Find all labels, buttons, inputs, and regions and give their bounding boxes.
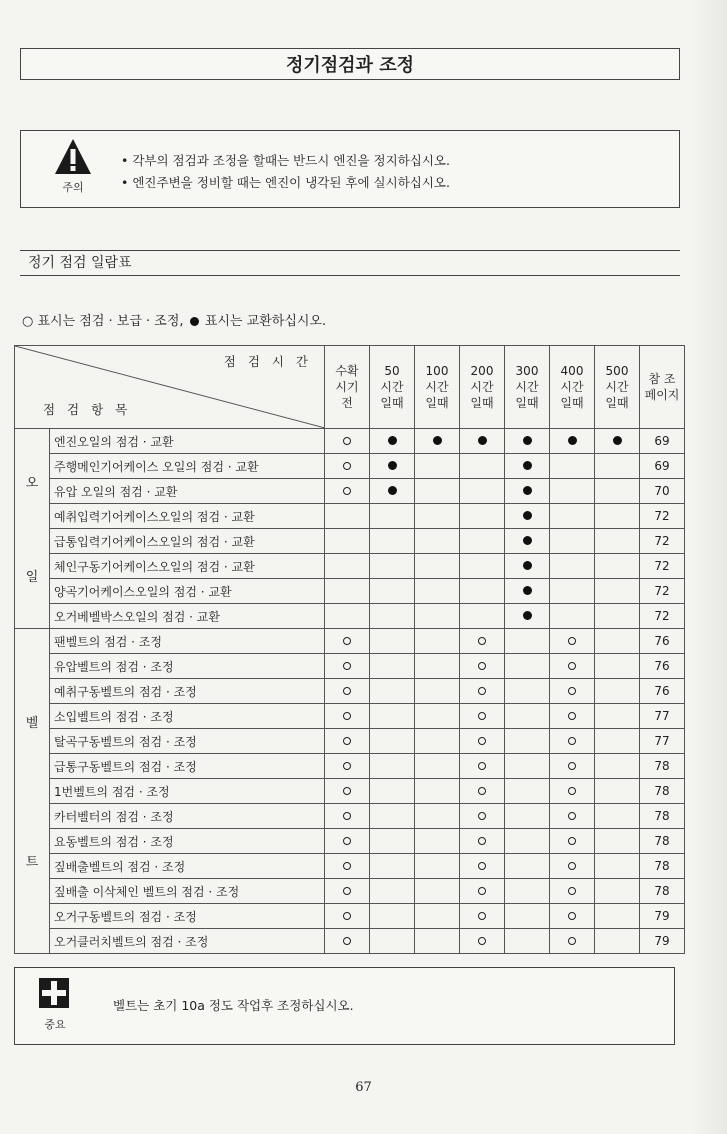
schedule-cell [505,454,550,479]
table-row [15,879,685,904]
schedule-cell [550,479,595,504]
table-row [15,454,685,479]
schedule-cell [325,504,370,529]
schedule-cell [370,754,415,779]
column-header: 수확 시기 전 [325,346,370,429]
schedule-cell [460,529,505,554]
inspection-item: 팬벨트의 점검 · 조정 [50,629,325,654]
filled-circle-icon [523,561,532,570]
schedule-cell [550,779,595,804]
open-circle-icon [343,662,351,670]
schedule-cell [550,454,595,479]
schedule-cell [415,754,460,779]
schedule-cell [370,454,415,479]
schedule-cell [460,629,505,654]
schedule-cell [325,479,370,504]
schedule-cell [370,829,415,854]
schedule-cell [550,854,595,879]
open-circle-icon [568,637,576,645]
reference-page: 76 [640,679,685,704]
column-header: 400 시간 일때 [550,346,595,429]
open-circle-icon [343,762,351,770]
schedule-cell [595,579,640,604]
schedule-cell [325,629,370,654]
filled-circle-icon [568,436,577,445]
open-circle-icon [478,812,486,820]
table-row [15,604,685,629]
open-circle-icon [478,687,486,695]
schedule-cell [595,929,640,954]
schedule-cell [595,479,640,504]
schedule-cell [505,779,550,804]
inspection-item: 오거베벨박스오일의 점검 · 교환 [50,604,325,629]
column-header: 100 시간 일때 [415,346,460,429]
schedule-cell [460,704,505,729]
schedule-cell [595,504,640,529]
schedule-cell [595,679,640,704]
schedule-cell [505,804,550,829]
reference-page: 78 [640,854,685,879]
schedule-cell [460,454,505,479]
table-body [15,429,685,954]
inspection-item: 카터벨터의 점검 · 조정 [50,804,325,829]
inspection-item: 급통구동벨트의 점검 · 조정 [50,754,325,779]
schedule-cell [505,904,550,929]
open-circle-icon [343,812,351,820]
schedule-cell [505,554,550,579]
open-circle-icon [568,712,576,720]
inspection-item: 예취입력기어케이스오일의 점검 · 교환 [50,504,325,529]
schedule-cell [505,579,550,604]
schedule-cell [415,729,460,754]
reference-page: 72 [640,529,685,554]
schedule-cell [415,804,460,829]
schedule-cell [415,479,460,504]
schedule-cell [370,654,415,679]
column-header: 50 시간 일때 [370,346,415,429]
schedule-cell [370,779,415,804]
open-circle-icon [343,837,351,845]
open-circle-icon [478,837,486,845]
column-header: 200 시간 일때 [460,346,505,429]
inspection-item: 1번벨트의 점검 · 조정 [50,779,325,804]
schedule-cell [370,554,415,579]
open-circle-icon [343,437,351,445]
table-row [15,554,685,579]
schedule-cell [415,704,460,729]
schedule-cell [460,579,505,604]
schedule-cell [415,679,460,704]
group-label: 벨 트 [15,629,50,954]
open-circle-icon [343,687,351,695]
schedule-cell [370,804,415,829]
open-circle-icon [343,637,351,645]
schedule-cell [415,829,460,854]
open-circle-icon [478,787,486,795]
schedule-cell [325,554,370,579]
reference-page: 76 [640,654,685,679]
reference-page: 77 [640,704,685,729]
schedule-cell [370,579,415,604]
schedule-cell [595,829,640,854]
schedule-cell [550,704,595,729]
schedule-cell [595,629,640,654]
schedule-cell [325,579,370,604]
column-header: 300 시간 일때 [505,346,550,429]
open-circle-icon [478,912,486,920]
open-circle-icon [343,712,351,720]
schedule-cell [415,629,460,654]
schedule-cell [550,754,595,779]
filled-circle-icon [190,317,199,326]
schedule-cell [505,829,550,854]
schedule-cell [415,904,460,929]
schedule-cell [505,429,550,454]
caution-box [20,130,680,208]
table-row [15,529,685,554]
schedule-cell [325,679,370,704]
schedule-cell [415,854,460,879]
schedule-cell [505,679,550,704]
inspection-item: 요동벨트의 점검 · 조정 [50,829,325,854]
schedule-cell [325,729,370,754]
schedule-cell [370,429,415,454]
inspection-item: 오거구동벨트의 점검 · 조정 [50,904,325,929]
schedule-cell [550,879,595,904]
filled-circle-icon [523,536,532,545]
schedule-cell [505,654,550,679]
inspection-item: 짚배출벨트의 점검 · 조정 [50,854,325,879]
filled-circle-icon [613,436,622,445]
table-row [15,429,685,454]
schedule-cell [325,654,370,679]
open-circle-icon [343,862,351,870]
open-circle-icon [343,737,351,745]
open-circle-icon [478,937,486,945]
header-item: 점 검 항 목 [43,402,132,417]
inspection-item: 체인구동기어케이스오일의 점검 · 교환 [50,554,325,579]
schedule-cell [550,929,595,954]
open-circle-icon [478,887,486,895]
open-circle-icon [568,937,576,945]
inspection-item: 급통입력기어케이스오일의 점검 · 교환 [50,529,325,554]
reference-page: 78 [640,804,685,829]
table-row [15,679,685,704]
open-circle-icon [568,837,576,845]
schedule-cell [505,704,550,729]
schedule-cell [325,454,370,479]
open-circle-icon [568,887,576,895]
page-title: 정기점검과 조정 [20,48,680,80]
open-circle-icon [478,637,486,645]
schedule-cell [460,854,505,879]
filled-circle-icon [388,486,397,495]
schedule-cell [550,579,595,604]
page-edge-shadow [690,0,727,1134]
schedule-cell [370,929,415,954]
table-row [15,729,685,754]
filled-circle-icon [523,436,532,445]
table-row [15,854,685,879]
schedule-cell [325,529,370,554]
schedule-cell [415,554,460,579]
schedule-cell [370,629,415,654]
schedule-cell [505,929,550,954]
table-row [15,754,685,779]
schedule-cell [595,604,640,629]
schedule-cell [415,879,460,904]
schedule-cell [370,604,415,629]
filled-circle-icon [523,486,532,495]
schedule-cell [550,654,595,679]
schedule-cell [415,779,460,804]
schedule-cell [325,854,370,879]
schedule-cell [505,529,550,554]
reference-page: 78 [640,779,685,804]
reference-page: 69 [640,429,685,454]
schedule-cell [550,679,595,704]
schedule-cell [460,504,505,529]
caution-label: 주의 [62,181,84,194]
schedule-cell [460,929,505,954]
open-circle-icon [343,937,351,945]
table-row [15,654,685,679]
schedule-cell [325,904,370,929]
schedule-cell [595,454,640,479]
schedule-cell [415,454,460,479]
reference-page: 72 [640,604,685,629]
schedule-cell [415,429,460,454]
schedule-cell [370,729,415,754]
reference-page: 78 [640,829,685,854]
table-row [15,804,685,829]
schedule-cell [325,604,370,629]
schedule-cell [595,429,640,454]
schedule-cell [505,629,550,654]
schedule-cell [370,504,415,529]
schedule-cell [325,429,370,454]
schedule-cell [595,879,640,904]
reference-page: 77 [640,729,685,754]
filled-circle-icon [388,461,397,470]
schedule-cell [505,854,550,879]
schedule-cell [415,654,460,679]
reference-page: 79 [640,929,685,954]
schedule-cell [595,654,640,679]
schedule-cell [595,904,640,929]
schedule-cell [415,929,460,954]
section-title: 정기 점검 일람표 [20,250,680,276]
table-row [15,479,685,504]
schedule-cell [460,654,505,679]
open-circle-icon [478,712,486,720]
header-time: 점 검 시 간 [223,354,312,369]
legend [22,310,326,329]
schedule-cell [370,904,415,929]
inspection-item: 유압벨트의 점검 · 조정 [50,654,325,679]
schedule-cell [550,504,595,529]
schedule-cell [325,804,370,829]
schedule-cell [325,754,370,779]
inspection-table [14,345,685,954]
open-circle-icon [568,787,576,795]
reference-page: 79 [640,904,685,929]
open-circle-icon [343,462,351,470]
schedule-cell [460,804,505,829]
table-row [15,829,685,854]
filled-circle-icon [523,511,532,520]
warning-triangle-icon [53,137,93,177]
caution-line-2: • 엔진주변을 정비할 때는 엔진이 냉각된 후에 실시하십시오. [121,175,450,190]
open-circle-icon [343,887,351,895]
schedule-cell [415,529,460,554]
open-circle-icon [568,687,576,695]
filled-circle-icon [523,461,532,470]
filled-circle-icon [523,611,532,620]
schedule-cell [505,604,550,629]
important-cross-icon [39,978,69,1008]
schedule-cell [370,479,415,504]
table-row [15,779,685,804]
open-circle-icon [568,737,576,745]
schedule-cell [460,729,505,754]
inspection-item: 예취구동벨트의 점검 · 조정 [50,679,325,704]
inspection-item: 유압 오일의 점검 · 교환 [50,479,325,504]
reference-page: 76 [640,629,685,654]
schedule-cell [325,704,370,729]
schedule-cell [595,529,640,554]
table-row [15,904,685,929]
schedule-cell [550,904,595,929]
reference-page: 72 [640,554,685,579]
column-header: 500 시간 일때 [595,346,640,429]
schedule-cell [370,854,415,879]
reference-page: 78 [640,754,685,779]
table-row [15,704,685,729]
open-circle-icon [568,862,576,870]
group-label: 오 일 [15,429,50,629]
schedule-cell [460,429,505,454]
table-row [15,579,685,604]
schedule-cell [415,504,460,529]
column-header: 참 조 페이지 [640,346,685,429]
schedule-cell [595,804,640,829]
schedule-cell [460,904,505,929]
reference-page: 72 [640,504,685,529]
table-corner-header [15,346,325,429]
page-number: 67 [355,1080,372,1095]
reference-page: 78 [640,879,685,904]
open-circle-icon [343,912,351,920]
inspection-item: 양곡기어케이스오일의 점검 · 교환 [50,579,325,604]
important-label: 중요 [44,1018,66,1031]
schedule-cell [550,529,595,554]
schedule-cell [550,629,595,654]
schedule-cell [460,779,505,804]
schedule-cell [460,829,505,854]
inspection-item: 탈곡구동벨트의 점검 · 조정 [50,729,325,754]
schedule-cell [550,554,595,579]
schedule-cell [595,754,640,779]
schedule-cell [595,554,640,579]
open-circle-icon [478,737,486,745]
schedule-cell [595,704,640,729]
schedule-cell [325,929,370,954]
schedule-cell [460,754,505,779]
schedule-cell [550,829,595,854]
filled-circle-icon [433,436,442,445]
filled-circle-icon [478,436,487,445]
schedule-cell [550,729,595,754]
schedule-cell [505,729,550,754]
schedule-cell [505,879,550,904]
schedule-cell [595,854,640,879]
inspection-item: 짚배출 이삭체인 벨트의 점검 · 조정 [50,879,325,904]
schedule-cell [505,504,550,529]
open-circle-icon [343,787,351,795]
schedule-cell [415,579,460,604]
schedule-cell [460,604,505,629]
schedule-cell [460,879,505,904]
open-circle-icon [343,487,351,495]
schedule-cell [595,729,640,754]
inspection-item: 소입벨트의 점검 · 조정 [50,704,325,729]
reference-page: 69 [640,454,685,479]
inspection-item: 엔진오일의 점검 · 교환 [50,429,325,454]
table-row [15,504,685,529]
schedule-cell [460,554,505,579]
schedule-cell [550,804,595,829]
open-circle-icon [568,762,576,770]
inspection-item: 오거클러치벨트의 점검 · 조정 [50,929,325,954]
caution-line-1: • 각부의 점검과 조정을 할때는 반드시 엔진을 정지하십시오. [121,153,450,168]
legend-replace-text: 표시는 교환하십시오. [204,314,327,329]
schedule-cell [505,479,550,504]
schedule-cell [415,604,460,629]
inspection-item: 주행메인기어케이스 오일의 점검 · 교환 [50,454,325,479]
schedule-cell [550,429,595,454]
filled-circle-icon [388,436,397,445]
reference-page: 70 [640,479,685,504]
schedule-cell [325,879,370,904]
schedule-cell [370,679,415,704]
important-box [14,967,675,1045]
filled-circle-icon [523,586,532,595]
schedule-cell [550,604,595,629]
schedule-cell [505,754,550,779]
schedule-cell [595,779,640,804]
schedule-cell [460,479,505,504]
open-circle-icon [568,662,576,670]
open-circle-icon [478,862,486,870]
table-row [15,929,685,954]
open-circle-icon [568,912,576,920]
open-circle-icon [478,662,486,670]
schedule-cell [370,529,415,554]
legend-check-text: ○ 표시는 점검 · 보급 · 조정, [22,314,184,329]
reference-page: 72 [640,579,685,604]
table-row [15,629,685,654]
important-text: 벨트는 초기 10a 정도 작업후 조정하십시오. [113,998,354,1013]
schedule-cell [325,829,370,854]
schedule-cell [370,879,415,904]
open-circle-icon [568,812,576,820]
schedule-cell [325,779,370,804]
schedule-cell [370,704,415,729]
open-circle-icon [478,762,486,770]
schedule-cell [460,679,505,704]
